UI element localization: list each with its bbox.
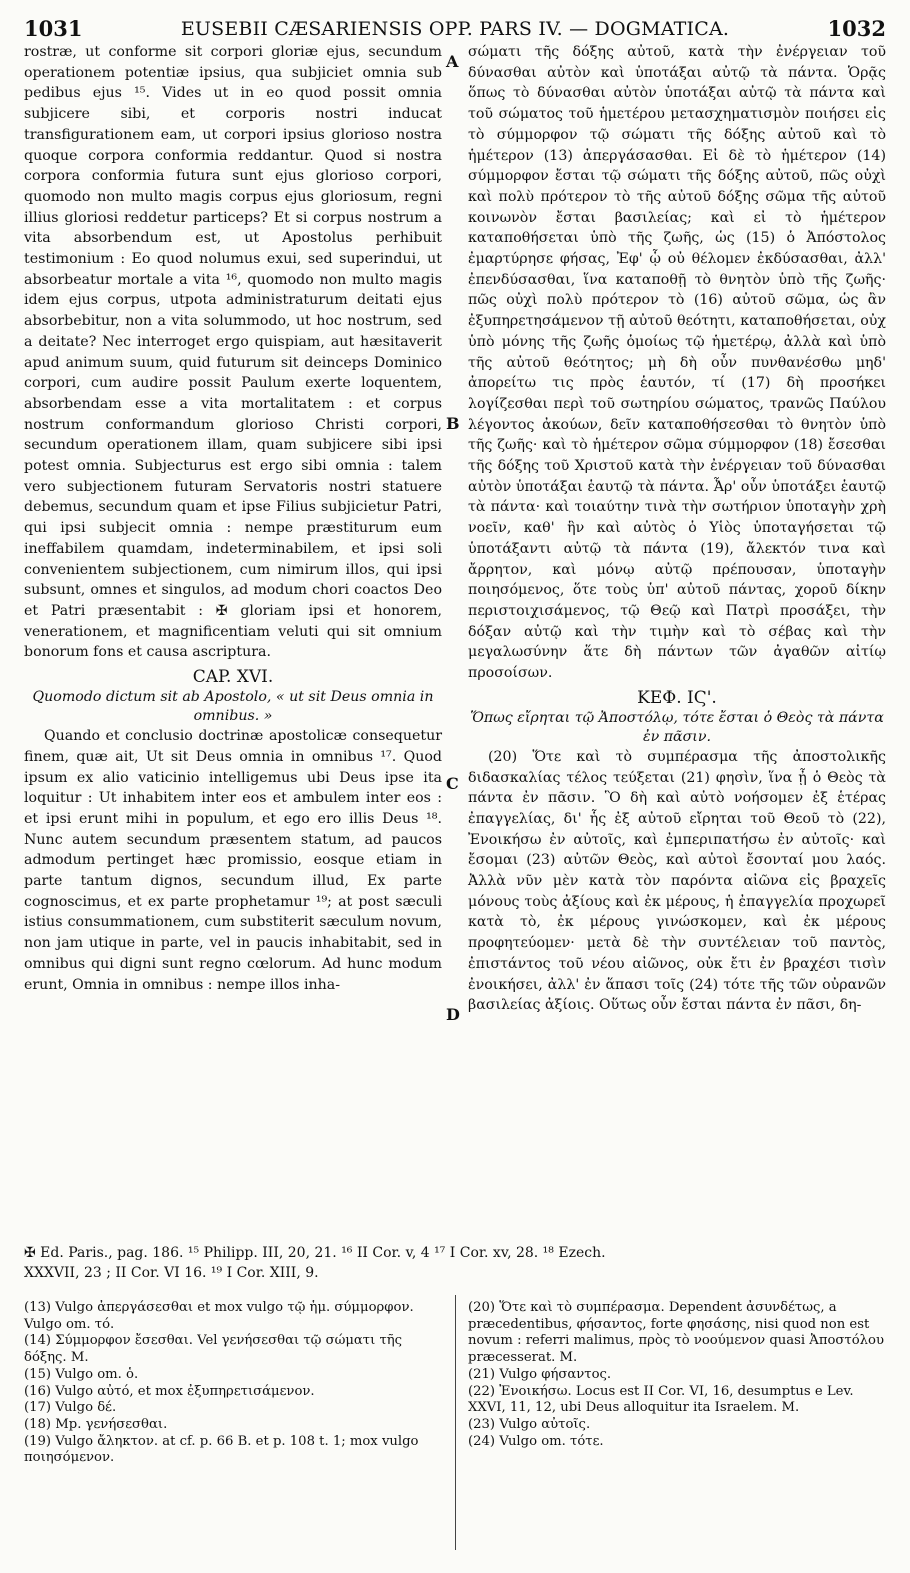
notes-divider xyxy=(455,1295,456,1550)
note-16: (16) Vulgo αὐτό, et mox ἐξυπηρετισάμενον. xyxy=(24,1383,315,1399)
latin-column xyxy=(24,42,442,995)
greek-chapter-heading: ΚΕΦ. ΙϚ'. xyxy=(637,687,717,708)
greek-paragraph-1: σώματι τῆς δόξης αὐτοῦ, κατὰ τὴν ἐνέργειαν τοῦ δύνασθαι αὐτὸν καὶ ὑποτάξαι αὐτῷ τὰ πάντα. Ὁρᾷς ὅπως τὸ δύνασθαι αὐτὸν ὑποτάξαι αὐτῷ τὰ πάντα καὶ τοῦ σώματος τοῦ ἡμετέρου μετασχηματισμὸν ποιήσει εἰς τὸ σύμμορφον τῷ σώματι τῆς δόξης αὐτοῦ καὶ τὸ ἡμέτερον (13) ἀπεργάσασθαι. Εἰ δὲ τὸ ἡμέτερον (14) σύμμορφον ἔσται τῷ σώματι τῆς δόξης αὐτοῦ, πῶς οὐχὶ καὶ πολὺ πρότερον τὸ τῆς αὐτοῦ δόξης σῶμα τῆς αὐτοῦ κοινωνὸν ἔσται βασιλείας; καὶ εἰ τὸ ἡμέτερον καταποθήσεται ὑπὸ τῆς ζωῆς, ὡς (15) ὁ Ἀπόστολος ἐμαρτύρησε φήσας, Ἐφ' ᾧ οὐ θέλομεν ἐκδύσασθαι, ἀλλ' ἐπενδύσασθαι, ἵνα καταποθῇ τὸ θνητὸν ὑπὸ τῆς ζωῆς· πῶς οὐχὶ πολὺ πρότερον τὸ (16) αὐτοῦ σῶμα, ὡς ἂν ἐξυπηρετησάμενον τῇ αὐτοῦ θεότητι, καταποθήσεται, οὐχ ὑπὸ μόνης τῆς ζωῆς ὁμοίως τῷ ἡμετέρῳ, ἀλλὰ καὶ ὑπὸ τῆς αὐτοῦ θεότητος; μὴ δὴ οὖν πυνθανέσθω μηδ' ἀπορείτω τις πρὸς ἑαυτόν, τί (17) δὴ προσήκει λογίζεσθαι περὶ τοῦ σωτηρίου σώματος, τρανῶς Παύλου λέγοντος ἀκούων, δεῖν καταποθήσεσθαι τὸ θνητὸν ὑπὸ τῆς ζωῆς· καὶ τὸ ἡμέτερον σῶμα σύμμορφον (18) ἔσεσθαι τῆς δόξης τοῦ Χριστοῦ κατὰ τὴν ἐνέργειαν τοῦ δύνασθαι αὐτὸν ὑποτάξαι ἑαυτῷ τὰ πάντα. Ἆρ' οὖν ὑποτάξει ἑαυτῷ τὰ πάντα· καὶ τοιαύτην τινὰ τὴν σωτήριον ὑποταγὴν χρὴ νοεῖν, καθ' ἣν καὶ αὐτὸς ὁ Υἱὸς ὑποταγήσεται τῷ ὑποτάξαντι αὐτῷ τὰ πάντα (19), ἄλεκτόν τινα καὶ ἄρρητον, καὶ μόνῳ αὐτῷ πρέπουσαν, ὑποταγὴν ποιησόμενος, ὅτε τοὺς ὑπ' αὐτοῦ πάντας, χοροῦ δίκην περιστοιχισάμενος, τῷ Θεῷ καὶ Πατρὶ προσάξει, τὴν δόξαν αὐτῷ καὶ τὴν τιμὴν καὶ τὸ σέβας καὶ τὴν μεγαλωσύνην ἅτε δὴ πάντων τῶν ἀγαθῶν αἰτίῳ προσοίσων. xyxy=(468,44,886,682)
margin-marker-b: B xyxy=(446,414,460,433)
note-20: (20) Ὅτε καὶ τὸ συμπέρασμα. Dependent ἀσυνδέτως, a præcedentibus, φήσαντος, forte φησάσης, nisi quod non est novum : referri malimus, πρὸς τὸ νοούμενον quasi Ἀποστόλου præcesserat. M. xyxy=(468,1300,884,1366)
page-number-right: 1032 xyxy=(827,16,886,41)
note-18: (18) Mp. γενήσεσθαι. xyxy=(24,1416,168,1432)
greek-chapter-subtitle: Ὅπως εἴρηται τῷ Ἀποστόλῳ, τότε ἔσται ὁ Θεὸς τὰ πάντα ἐν πᾶσιν. xyxy=(470,709,884,745)
notes-right xyxy=(468,1300,886,1450)
footnote-references xyxy=(24,1243,886,1283)
note-23: (23) Vulgo αὐτοῖς. xyxy=(468,1416,591,1432)
latin-paragraph-2: Quando et conclusio doctrinæ apostolicæ consequetur finem, quæ ait, Ut sit Deus omnia in omnibus ¹⁷. Quod ipsum ex alio vaticinio intelligemus ubi Deus ipse ita loquitur : Ut inhabitem inter eos et ambulem inter eos : et ipsi erunt mihi in populum, et ego ero illis Deus ¹⁸. Nunc autem secundum præsentem statum, ad paucos admodum pertinget hæc promissio, eosque etiam in parte tantum dignos, secundum illud, Ex parte cognoscimus, et ex parte prophetamur ¹⁹; at post sæculi istius consummationem, cum substiterit sæculum novum, non jam utique in parte, vel in paucis inhabitabit, sed in omnibus qui digni sunt regno cœlorum. Ad hunc modum erunt, Omnia in omnibus : nempe illos inha- xyxy=(24,728,442,993)
greek-column xyxy=(468,42,886,1016)
notes-left xyxy=(24,1300,442,1467)
margin-marker-c: C xyxy=(446,774,459,793)
margin-marker-d: D xyxy=(446,1005,460,1024)
latin-chapter-heading: CAP. XVI. xyxy=(192,667,274,688)
note-19: (19) Vulgo ἄληκτον. at cf. p. 66 B. et p. 108 t. 1; mox vulgo ποιησόμενον. xyxy=(24,1433,419,1466)
note-24: (24) Vulgo om. τότε. xyxy=(468,1433,604,1449)
greek-paragraph-2: (20) Ὅτε καὶ τὸ συμπέρασμα τῆς ἀποστολικῆς διδασκαλίας τέλος τεύξεται (21) φησὶν, ἵνα ᾖ ὁ Θεὸς τὰ πάντα ἐν πᾶσιν. Ὃ δὴ καὶ αὐτὸ νοήσομεν ἐξ ἑτέρας ἐπαγγελίας, δι' ἧς ἐξ αὐτοῦ εἴρηται τοῦ Θεοῦ τὸ (22), Ἐνοικήσω ἐν αὐτοῖς, καὶ ἐμπεριπατήσω ἐν αὐτοῖς· καὶ ἔσομαι (23) αὐτῶν Θεὸς, καὶ αὐτοὶ ἔσονταί μου λαός. Ἀλλὰ νῦν μὲν κατὰ τὸν παρόντα αἰῶνα εἰς βραχεῖς μόνους τοὺς ἀξίους καὶ ἐκ μέρους, ἡ ἐπαγγελία προχωρεῖ κατὰ τὸ, ἐκ μέρους γινώσκομεν, καὶ ἐκ μέρους προφητεύομεν· μετὰ δὲ τὴν συντέλειαν τοῦ παντὸς, ἐπιστάντος τοῦ νέου αἰῶνος, οὐκ ἔτι ἐν βραχέσι τισὶν ἐνοικήσει, ἀλλ' ἐν ἅπασι τοῖς (24) τότε τῆς τῶν οὐρανῶν βασιλείας ἀξίοις. Οὕτως οὖν ἔσται πάντα ἐν πᾶσι, δη- xyxy=(468,748,886,1014)
footnote-ref-line-1: ✠ Ed. Paris., pag. 186. ¹⁵ Philipp. III, 20, 21. ¹⁶ II Cor. v, 4 ¹⁷ I Cor. xv, 28. ¹⁸ Ezech. xyxy=(24,1245,606,1261)
margin-marker-a: A xyxy=(446,52,459,71)
note-14: (14) Σύμμορφον ἔσεσθαι. Vel γενήσεσθαι τῷ σώματι τῆς δόξης. M. xyxy=(24,1333,403,1366)
page-number-left: 1031 xyxy=(24,16,83,41)
latin-paragraph-1: rostræ, ut conforme sit corpori gloriæ ejus, secundum operationem potentiæ ipsius, qua subjiciet omnia sub pedibus ejus ¹⁵. Vides ut in eo quod possit omnia subjicere sibi, et corporis nostri inducat transfigurationem eam, ut corpori ipsius glorioso nostra quoque corpora conformia reddantur. Quod si nostra corpora conformia futura sunt ejus glorioso corpori, quomodo non multo magis corpus ejus gloriosum, regni illius gloriosi reddetur particeps? Et si corpus nostrum a vita absorbendum est, ut Apostolus perhibuit testimonium : Eo quod nolumus exui, sed superindui, ut absorbeatur mortale a vita ¹⁶, quomodo non multo magis idem ejus corpus, utpota administraturum deitati ejus absorbebitur, non a vita solummodo, ut hoc nostrum, sed a deitate? Nec interroget ergo quispiam, aut hæsitaverit apud animum suum, quid futurum sit deinceps Dominico corpori, cum audire possit Paulum exerte loquentem, absorbendam esse a vita mortalitatem : et corpus nostrum conformandum glorioso Christi corpori, secundum operationem illam, quam subjicere sibi ipsi potest omnia. Subjecturus est ergo sibi omnia : talem vero subjectionem futuram Servatoris nostri statuere debemus, secundum quam et ipse Filius subjicietur Patri, qui ipsi subjecit omnia : nempe præstiturum eum ineffabilem quamdam, indeterminabilem, et ipsi soli convenientem subjectionem, cum nimirum illos, qui ipsi subsunt, omnes et singulos, ad modum chori coactos Deo et Patri præsentabit : ✠ gloriam ipsi et honorem, venerationem, et magnificentiam veluti qui sit omnium bonorum fons et causa ascriptura. xyxy=(24,44,442,661)
footnote-ref-line-2: XXXVII, 23 ; II Cor. VI 16. ¹⁹ I Cor. XIII, 9. xyxy=(24,1265,319,1281)
running-title: EUSEBII CÆSARIENSIS OPP. PARS IV. — DOGMATICA. xyxy=(180,18,730,40)
note-13: (13) Vulgo ἀπεργάσεσθαι et mox vulgo τῷ ἡμ. σύμμορφον. Vulgo om. τό. xyxy=(24,1300,414,1332)
note-21: (21) Vulgo φήσαντος. xyxy=(468,1366,612,1382)
note-22: (22) Ἐνοικήσω. Locus est II Cor. VI, 16, desumptus e Lev. XXVI, 11, 12, ubi Deus alloquitur ita Israelem. M. xyxy=(468,1383,854,1416)
latin-chapter-subtitle: Quomodo dictum sit ab Apostolo, « ut sit Deus omnia in omnibus. » xyxy=(32,689,434,725)
note-17: (17) Vulgo δέ. xyxy=(24,1400,117,1416)
page-header xyxy=(24,16,886,42)
note-15: (15) Vulgo om. ὁ. xyxy=(24,1366,139,1382)
